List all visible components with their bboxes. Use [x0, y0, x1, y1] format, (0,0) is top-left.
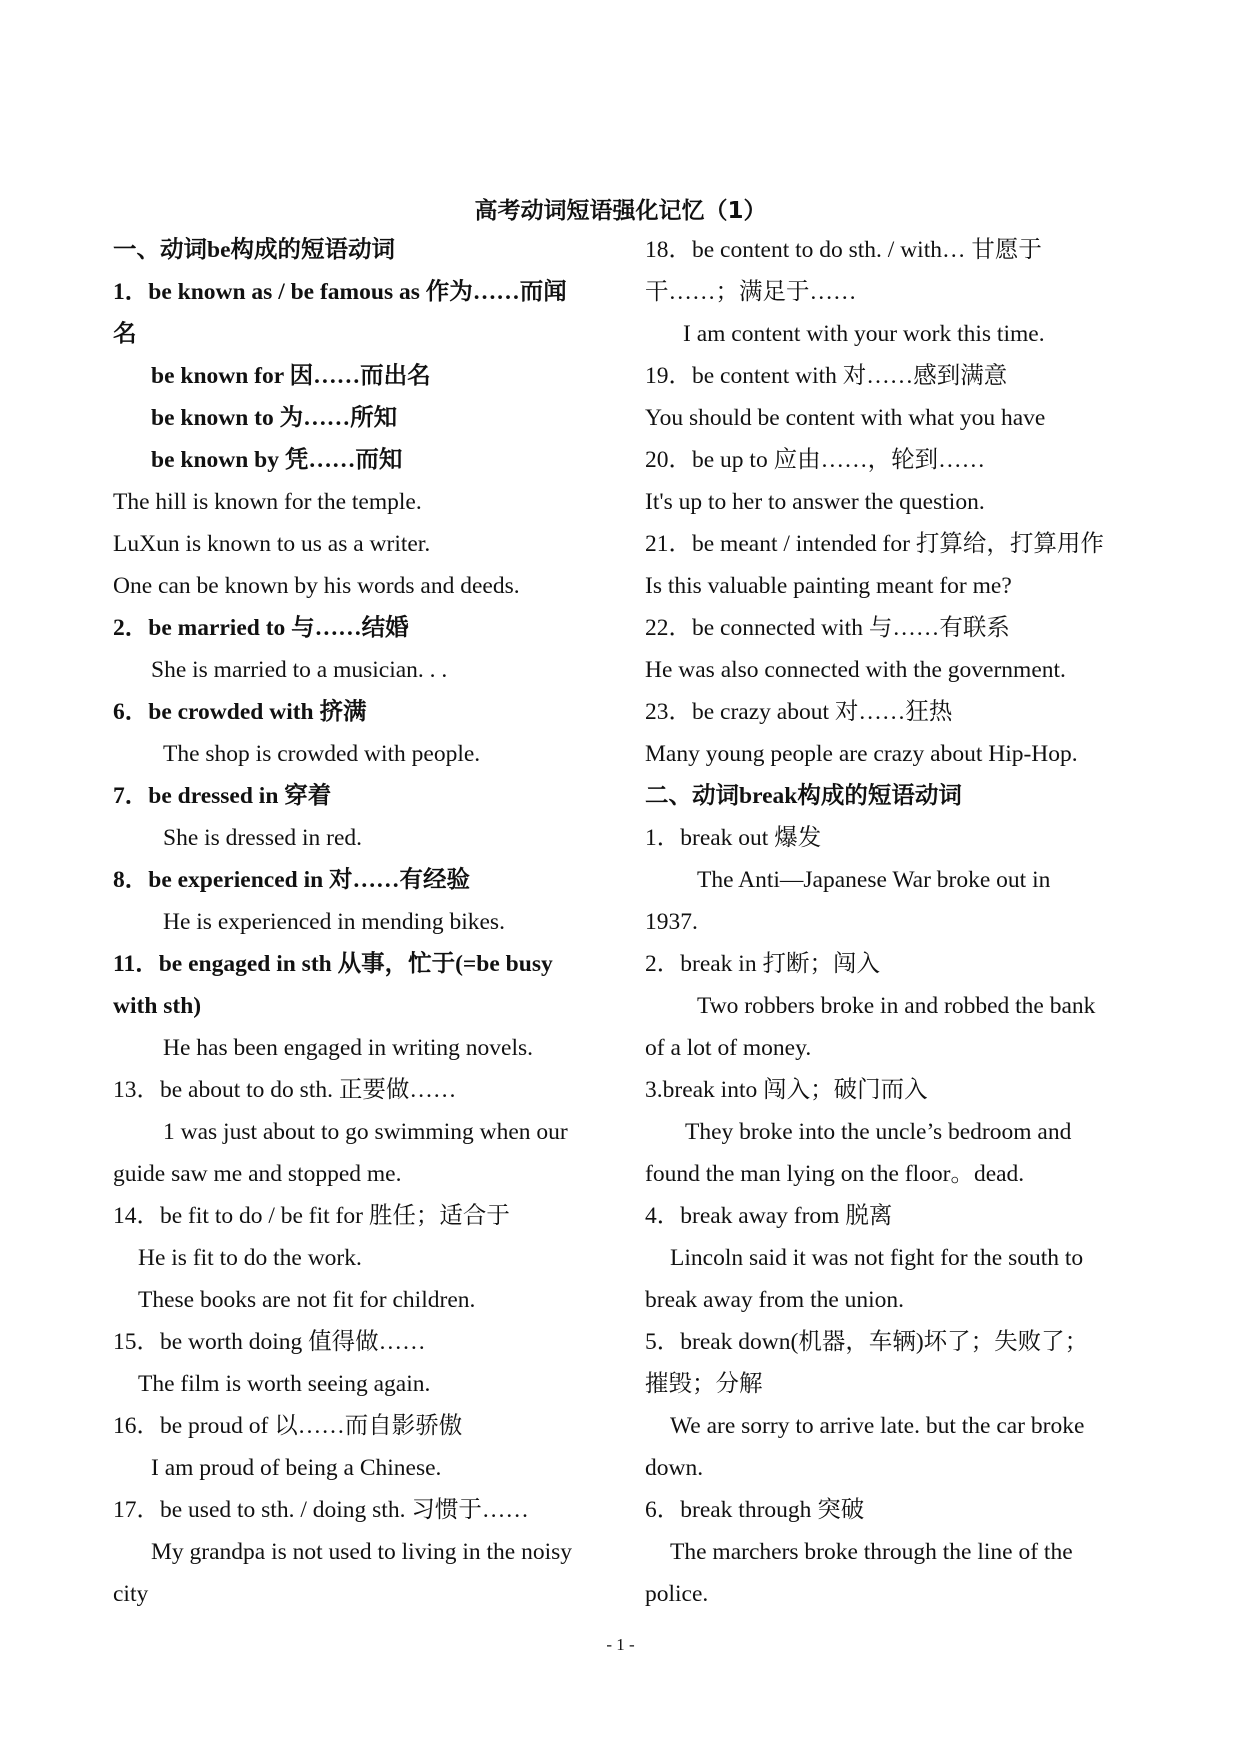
- text-line: She is dressed in red.: [163, 825, 363, 851]
- text-line: 摧毁；分解: [645, 1371, 763, 1397]
- text-line: with sth): [113, 993, 202, 1019]
- text-line: city: [113, 1581, 149, 1607]
- text-line: These books are not fit for children.: [138, 1287, 476, 1313]
- text-line: It's up to her to answer the question.: [645, 489, 985, 515]
- text-line: 15．be worth doing 值得做……: [113, 1329, 426, 1355]
- text-line: The film is worth seeing again.: [138, 1371, 431, 1397]
- text-line: 4．break away from 脱离: [645, 1203, 893, 1229]
- text-line: They broke into the uncle’s bedroom and: [685, 1119, 1072, 1145]
- text-line: 6．be crowded with 挤满: [113, 699, 367, 725]
- text-line: 16．be proud of 以……而自影骄傲: [113, 1413, 463, 1439]
- text-line: The hill is known for the temple.: [113, 489, 422, 515]
- text-line: guide saw me and stopped me.: [113, 1161, 402, 1187]
- text-line: 20．be up to 应由……，轮到……: [645, 447, 986, 473]
- text-line: He is fit to do the work.: [138, 1245, 362, 1271]
- text-line: break away from the union.: [645, 1287, 905, 1313]
- left-column: [113, 229, 613, 1615]
- text-line: 6．break through 突破: [645, 1497, 865, 1523]
- text-line: 1937.: [645, 909, 698, 935]
- text-line: down.: [645, 1455, 704, 1481]
- text-line: He has been engaged in writing novels.: [163, 1035, 534, 1061]
- text-line: 名: [113, 321, 137, 347]
- text-line: 8．be experienced in 对……有经验: [113, 867, 471, 893]
- text-line: 1 was just about to go swimming when our: [163, 1119, 568, 1145]
- text-line: I am content with your work this time.: [683, 321, 1045, 347]
- text-line: 17．be used to sth. / doing sth. 习惯于……: [113, 1497, 529, 1523]
- text-line: My grandpa is not used to living in the noisy: [151, 1539, 573, 1565]
- text-line: 3.break into 闯入；破门而入: [645, 1077, 928, 1103]
- text-line: found the man lying on the floor。dead.: [645, 1161, 1025, 1187]
- text-line: 23．be crazy about 对……狂热: [645, 699, 953, 725]
- text-line: be known to 为……所知: [151, 405, 398, 431]
- text-line: 2．be married to 与……结婚: [113, 615, 409, 641]
- text-line: be known for 因……而出名: [151, 363, 431, 389]
- right-column: [645, 229, 1145, 1615]
- text-line: I am proud of being a Chinese.: [151, 1455, 442, 1481]
- text-line: The shop is crowded with people.: [163, 741, 481, 767]
- text-line: 13．be about to do sth. 正要做……: [113, 1077, 457, 1103]
- text-line: The marchers broke through the line of the: [670, 1539, 1073, 1565]
- text-line: The Anti—Japanese War broke out in: [697, 867, 1051, 893]
- text-line: Lincoln said it was not fight for the south to: [670, 1245, 1084, 1271]
- text-line: He was also connected with the government.: [645, 657, 1066, 683]
- text-line: LuXun is known to us as a writer.: [113, 531, 431, 557]
- text-line: 一、动词be构成的短语动词: [113, 237, 395, 263]
- text-line: We are sorry to arrive late. but the car broke: [670, 1413, 1085, 1439]
- text-line: 2．break in 打断；闯入: [645, 951, 880, 977]
- text-line: 22．be connected with 与……有联系: [645, 615, 1010, 641]
- text-line: 18．be content to do sth. / with… 甘愿于: [645, 237, 1042, 263]
- text-line: She is married to a musician. . .: [151, 657, 448, 683]
- page-number: - 1 -: [606, 1635, 635, 1654]
- text-line: 19．be content with 对……感到满意: [645, 363, 1008, 389]
- text-line: 二、动词break构成的短语动词: [645, 783, 962, 809]
- text-line: be known by 凭……而知: [151, 447, 403, 473]
- text-line: Is this valuable painting meant for me?: [645, 573, 1012, 599]
- text-line: 21．be meant / intended for 打算给，打算用作: [645, 531, 1104, 557]
- text-line: police.: [645, 1581, 709, 1607]
- text-line: 1．break out 爆发: [645, 825, 822, 851]
- text-line: 1．be known as / be famous as 作为……而闻: [113, 279, 567, 305]
- text-line: Many young people are crazy about Hip-Hop.: [645, 741, 1078, 767]
- text-line: 14．be fit to do / be fit for 胜任；适合于: [113, 1203, 510, 1229]
- text-line: You should be content with what you have: [645, 405, 1046, 431]
- text-line: 7．be dressed in 穿着: [113, 783, 332, 809]
- text-line: He is experienced in mending bikes.: [163, 909, 505, 935]
- text-line: Two robbers broke in and robbed the bank: [697, 993, 1096, 1019]
- page-title: 高考动词短语强化记忆（1）: [474, 198, 767, 224]
- text-line: 干……；满足于……: [645, 279, 857, 305]
- text-line: of a lot of money.: [645, 1035, 812, 1061]
- text-line: 11．be engaged in sth 从事，忙于(=be busy: [113, 951, 553, 977]
- text-line: 5．break down(机器，车辆)坏了；失败了；: [645, 1329, 1089, 1355]
- text-line: One can be known by his words and deeds.: [113, 573, 520, 599]
